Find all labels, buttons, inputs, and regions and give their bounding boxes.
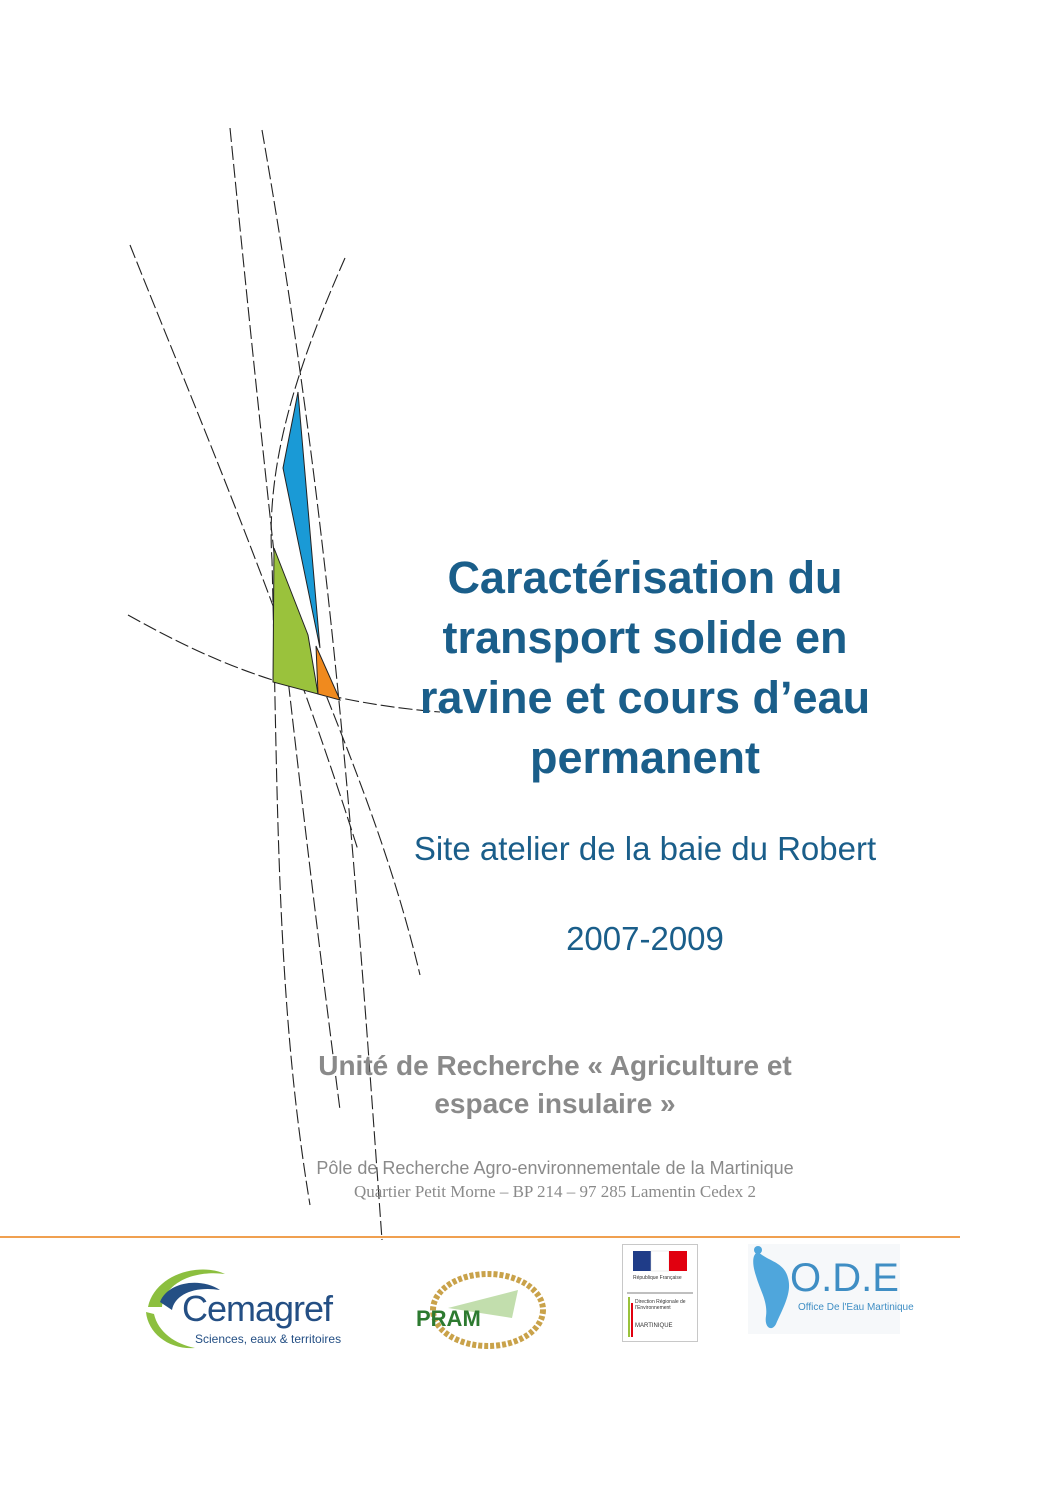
title-line: transport solide en bbox=[442, 612, 848, 663]
report-subtitle: Site atelier de la baie du Robert bbox=[413, 830, 877, 867]
unit-line: Unité de Recherche « Agriculture et bbox=[318, 1050, 792, 1081]
diren-logo bbox=[622, 1244, 698, 1342]
research-unit bbox=[250, 1047, 860, 1123]
diren-direction: Direction Régionale de l'Environnement bbox=[635, 1299, 686, 1311]
cemagref-logo bbox=[140, 1262, 350, 1357]
unit-line: espace insulaire » bbox=[434, 1088, 676, 1119]
cemagref-name: Cemagref bbox=[182, 1288, 333, 1329]
title-line: Caractérisation du bbox=[447, 552, 843, 603]
diren-republic: République Française bbox=[633, 1275, 682, 1281]
pram-logo bbox=[408, 1268, 548, 1350]
ode-name: O.D.E bbox=[790, 1256, 899, 1300]
footer-divider bbox=[0, 1236, 960, 1238]
ode-subtitle: Office De l'Eau Martinique bbox=[798, 1302, 914, 1313]
report-title bbox=[350, 548, 940, 788]
report-years: 2007-2009 bbox=[566, 920, 724, 957]
cemagref-tagline: Sciences, eaux & territoires bbox=[195, 1332, 342, 1346]
ode-logo bbox=[748, 1244, 914, 1334]
institution-name: Pôle de Recherche Agro-environnementale de la Martinique bbox=[316, 1158, 794, 1178]
institution-address: Quartier Petit Morne – BP 214 – 97 285 Lamentin Cedex 2 bbox=[353, 1182, 757, 1201]
diren-region: MARTINIQUE bbox=[635, 1323, 673, 1329]
pram-name: PRAM bbox=[416, 1306, 481, 1331]
title-line: ravine et cours d’eau bbox=[419, 672, 871, 723]
title-line: permanent bbox=[529, 732, 761, 783]
curve-line bbox=[130, 245, 358, 850]
